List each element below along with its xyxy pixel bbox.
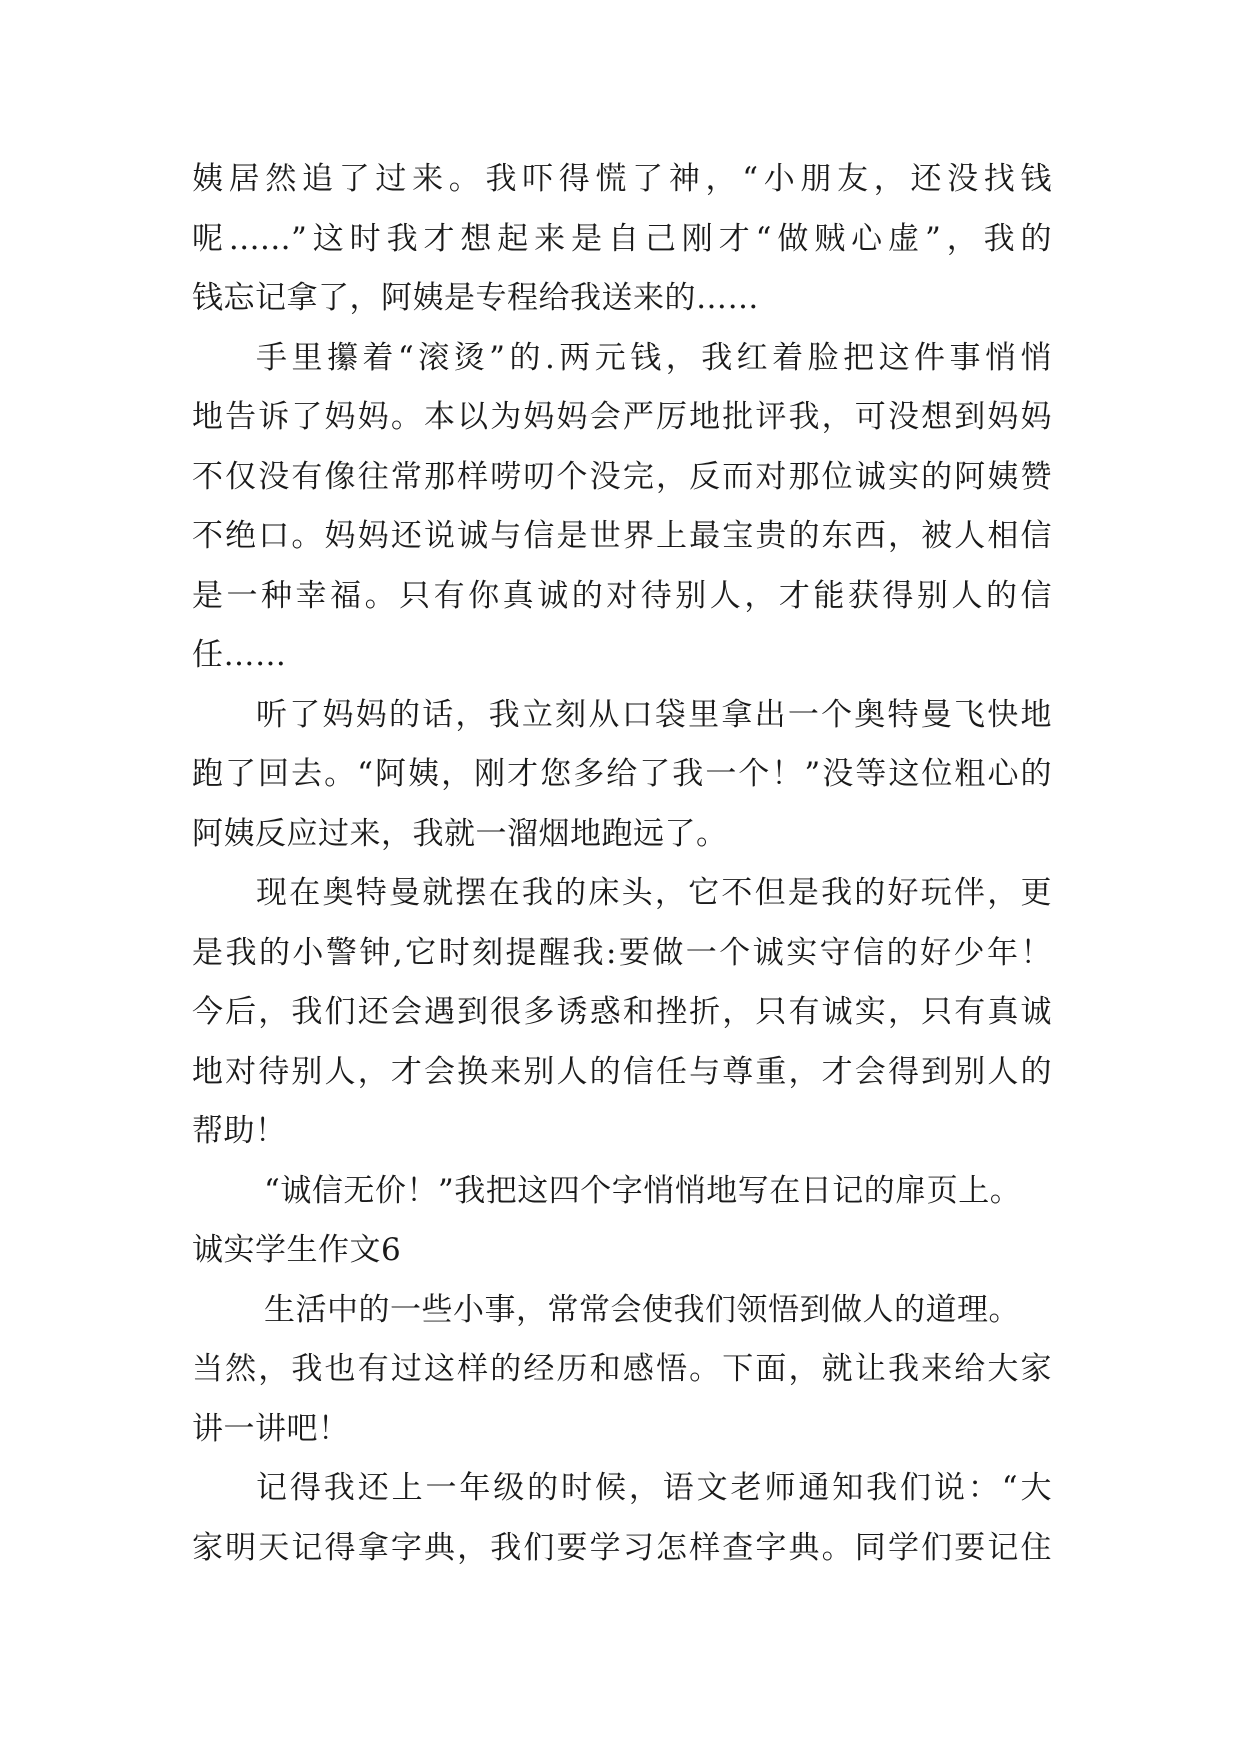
text-line: 姨居然追了过来。我吓得慌了神，“小朋友，还没找钱 xyxy=(192,161,1052,197)
paragraph-first-line: 记得我还上一年级的时候，语文老师通知我们说：“大 xyxy=(256,1470,1052,1506)
text-line: 是我的小警钟,它时刻提醒我:要做一个诚实守信的好少年！ xyxy=(192,934,1052,971)
text-line: 地对待别人，才会换来别人的信任与尊重，才会得到别人的 xyxy=(192,1053,1052,1090)
document-body xyxy=(192,150,1052,1578)
paragraph-first-line: “诚信无价！”我把这四个字悄悄地写在日记的扉页上。 xyxy=(264,1172,1022,1209)
text-line: 帮助！ xyxy=(192,1113,287,1149)
text-line: 呢......”这时我才想起来是自己刚才“做贼心虚”，我的 xyxy=(192,220,1052,257)
text-line: 阿姨反应过来，我就一溜烟地跑远了。 xyxy=(192,815,728,852)
text-line: 地告诉了妈妈。本以为妈妈会严厉地批评我，可没想到妈妈 xyxy=(192,399,1052,435)
text-line: 不仅没有像往常那样唠叨个没完，反而对那位诚实的阿姨赞 xyxy=(192,458,1052,495)
paragraph-first-line: 生活中的一些小事，常常会使我们领悟到做人的道理。 xyxy=(264,1291,1020,1328)
text-line: 不绝口。妈妈还说诚与信是世界上最宝贵的东西，被人相信 xyxy=(192,518,1052,554)
paragraph-first-line: 听了妈妈的话，我立刻从口袋里拿出一个奥特曼飞快地 xyxy=(256,696,1052,733)
paragraph-first-line: 手里攥着“滚烫”的.两元钱，我红着脸把这件事悄悄 xyxy=(256,339,1052,376)
text-line: 今后，我们还会遇到很多诱惑和挫折，只有诚实，只有真诚 xyxy=(192,994,1052,1030)
text-line: 跑了回去。“阿姨，刚才您多给了我一个！”没等这位粗心的 xyxy=(192,756,1052,792)
text-line: 家明天记得拿字典，我们要学习怎样查字典。同学们要记住 xyxy=(192,1529,1052,1566)
paragraph-first-line: 现在奥特曼就摆在我的床头，它不但是我的好玩伴，更 xyxy=(256,875,1052,911)
text-line: 是一种幸福。只有你真诚的对待别人，才能获得别人的信 xyxy=(192,577,1052,614)
section-heading: 诚实学生作文6 xyxy=(192,1232,402,1268)
text-line: 任…… xyxy=(192,637,287,673)
text-line: 钱忘记拿了，阿姨是专程给我送来的…… xyxy=(192,280,759,316)
text-line: 讲一讲吧！ xyxy=(192,1410,350,1447)
text-line: 当然，我也有过这样的经历和感悟。下面，就让我来给大家 xyxy=(192,1351,1052,1387)
